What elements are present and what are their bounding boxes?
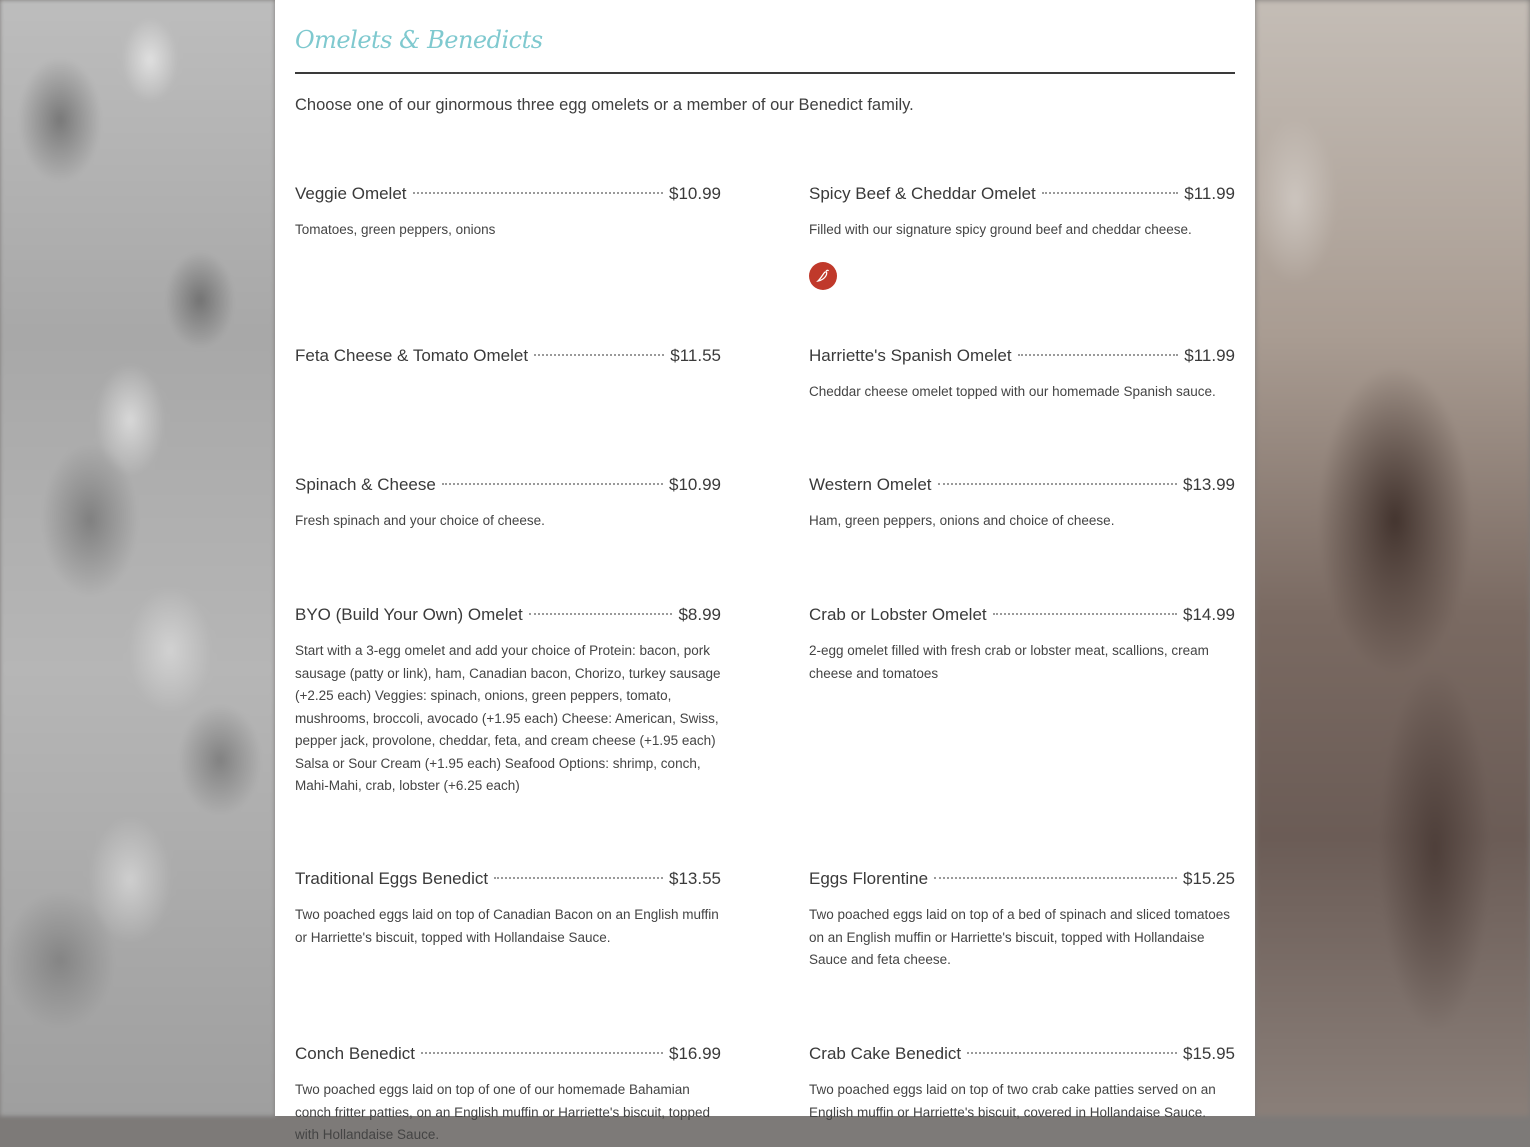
item-price: $16.99 — [669, 1044, 721, 1063]
menu-item-western-omelet — [809, 473, 1235, 533]
dot-leader — [494, 877, 663, 879]
dot-leader — [529, 613, 673, 615]
item-description: Tomatoes, green peppers, onions — [295, 222, 496, 237]
item-name: BYO (Build Your Own) Omelet — [295, 605, 523, 624]
item-name: Harriette's Spanish Omelet — [809, 346, 1012, 365]
item-price: $10.99 — [669, 184, 721, 203]
item-description: Two poached eggs laid on top of one of our homemade Bahamian conch fritter patties, on an English muffin or Harriette's biscuit, topped with Hollandaise Sauce. — [295, 1082, 711, 1142]
item-name: Veggie Omelet — [295, 184, 407, 203]
item-description: Filled with our signature spicy ground beef and cheddar cheese. — [809, 222, 1192, 237]
section-intro: Choose one of our ginormous three egg omelets or a member of our Benedict family. — [295, 96, 914, 114]
item-description: Cheddar cheese omelet topped with our homemade Spanish sauce. — [809, 384, 1216, 399]
title-divider — [295, 72, 1235, 74]
dot-leader — [421, 1052, 663, 1054]
menu-item-byo-omelet — [295, 603, 721, 798]
menu-item-crab-cake-benedict — [809, 1042, 1235, 1124]
item-name: Conch Benedict — [295, 1044, 416, 1063]
dot-leader — [938, 483, 1177, 485]
dot-leader — [1042, 192, 1178, 194]
item-price: $11.55 — [670, 346, 721, 365]
dot-leader — [534, 354, 664, 356]
item-name: Feta Cheese & Tomato Omelet — [295, 346, 529, 365]
item-name: Spicy Beef & Cheddar Omelet — [809, 184, 1036, 203]
menu-item-crab-lobster-omelet — [809, 603, 1235, 685]
menu-item-eggs-florentine — [809, 867, 1235, 972]
item-price: $13.99 — [1183, 475, 1235, 494]
menu-item-feta-tomato-omelet — [295, 344, 721, 381]
item-name: Crab or Lobster Omelet — [809, 605, 987, 624]
item-price: $15.25 — [1183, 869, 1235, 888]
dot-leader — [934, 877, 1177, 879]
menu-item-spinach-cheese — [295, 473, 721, 533]
menu-item-traditional-eggs-benedict — [295, 867, 721, 949]
menu-item-harriettes-spanish-omelet — [809, 344, 1235, 404]
dot-leader — [993, 613, 1177, 615]
dot-leader — [442, 483, 663, 485]
item-description: Start with a 3-egg omelet and add your choice of Protein: bacon, pork sausage (patty or link), ham, Canadian bacon, Chorizo, turkey sausage (+2.25 each) Veggies: spinach, onions, green peppers, tomato, mushrooms, broccoli, avocado (+1.95 each) Cheese: American, Swiss, pepper jack, provolone, cheddar, feta, and cream cheese (+1.95 each) Salsa or Sour Cream (+1.95 each) Seafood Options: shrimp, conch, Mahi-Mahi, crab, lobster (+6.25 each) — [295, 643, 721, 793]
background-photo-right — [1255, 0, 1530, 1116]
item-price: $11.99 — [1184, 184, 1235, 203]
item-price: $8.99 — [678, 605, 721, 624]
chili-pepper-icon-glyph — [815, 268, 831, 284]
background-photo-left — [0, 0, 275, 1116]
item-description: Two poached eggs laid on top of Canadian Bacon on an English muffin or Harriette's biscuit, topped with Hollandaise Sauce. — [295, 907, 719, 945]
menu-item-conch-benedict — [295, 1042, 721, 1147]
item-price: $15.95 — [1183, 1044, 1235, 1063]
menu-item-veggie-omelet — [295, 182, 721, 242]
dot-leader — [967, 1052, 1177, 1054]
item-name: Western Omelet — [809, 475, 932, 494]
dot-leader — [413, 192, 663, 194]
item-description: Two poached eggs laid on top of two crab cake patties served on an English muffin or Harriette's biscuit, covered in Hollandaise Sauce. — [809, 1082, 1216, 1120]
item-name: Crab Cake Benedict — [809, 1044, 962, 1063]
section-title: Omelets & Benedicts — [295, 26, 543, 54]
chili-pepper-icon — [809, 262, 837, 290]
item-price: $11.99 — [1184, 346, 1235, 365]
item-name: Eggs Florentine — [809, 869, 929, 888]
item-description: Two poached eggs laid on top of a bed of spinach and sliced tomatoes on an English muffin or Harriette's biscuit, topped with Hollandaise Sauce and feta cheese. — [809, 907, 1231, 967]
item-description: Fresh spinach and your choice of cheese. — [295, 513, 545, 528]
item-name: Traditional Eggs Benedict — [295, 869, 489, 888]
item-price: $10.99 — [669, 475, 721, 494]
menu-panel — [275, 0, 1255, 1142]
menu-item-spicy-beef-cheddar-omelet — [809, 182, 1235, 290]
dot-leader — [1018, 354, 1179, 356]
item-description: Ham, green peppers, onions and choice of cheese. — [809, 513, 1115, 528]
item-name: Spinach & Cheese — [295, 475, 436, 494]
item-price: $13.55 — [669, 869, 721, 888]
item-price: $14.99 — [1183, 605, 1235, 624]
item-description: 2-egg omelet filled with fresh crab or lobster meat, scallions, cream cheese and tomatoes — [809, 643, 1209, 681]
